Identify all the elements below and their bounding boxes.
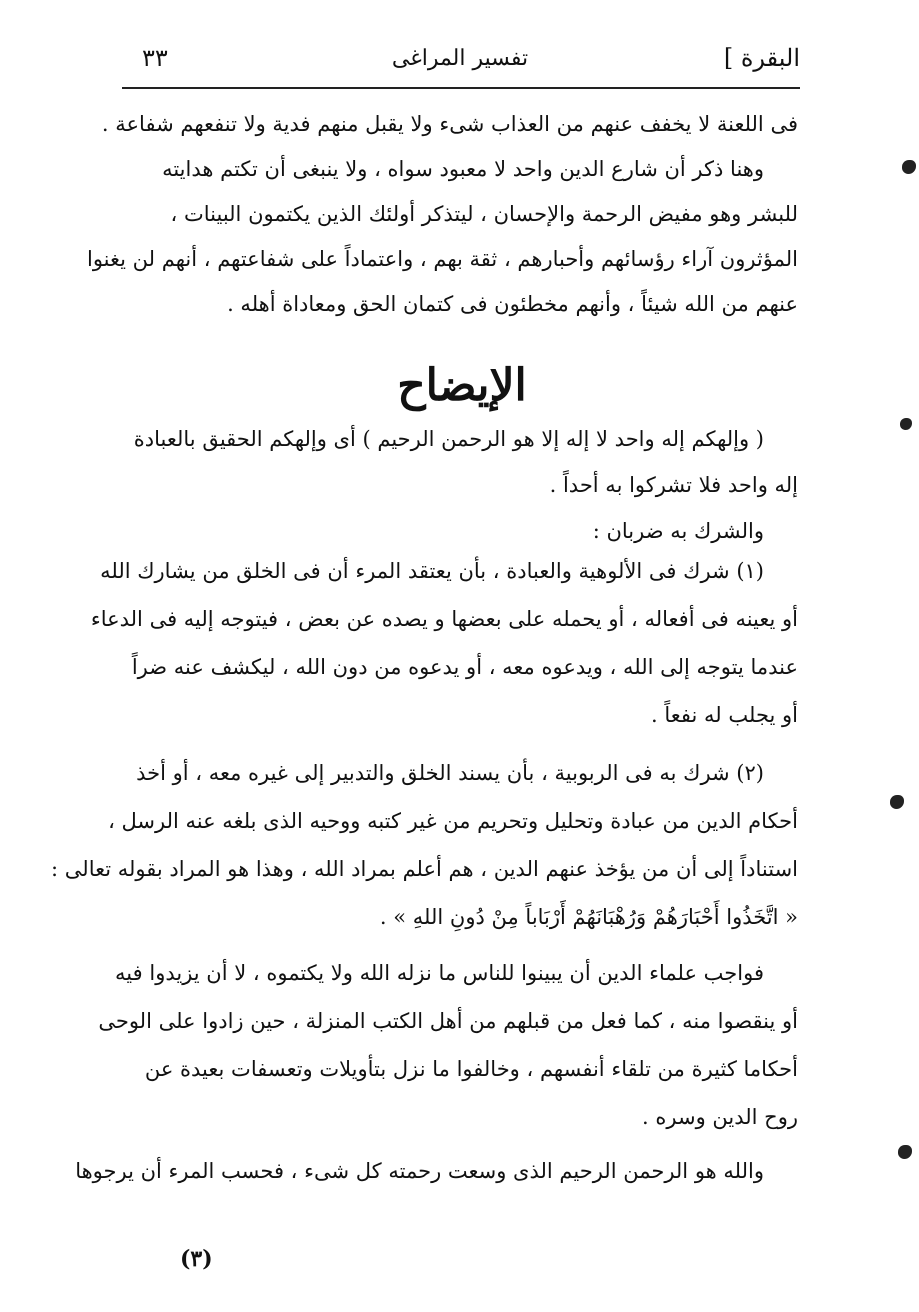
page-header: [120, 40, 800, 84]
text-line: عنهم من الله شيئاً ، وأنهم مخطئون فى كتمان الحق ومعاداة أهله .: [227, 292, 798, 316]
text-line: (١) شرك فى الألوهية والعبادة ، بأن يعتقد المرء أن فى الخلق من يشارك الله: [100, 559, 764, 583]
section-heading: الإيضاح: [397, 360, 527, 411]
surah-name: البقرة ]: [723, 44, 800, 72]
text-line: والشرك به ضربان :: [592, 519, 764, 543]
paragraph-explanation: [90, 427, 798, 761]
text-line: روح الدين وسره .: [642, 1105, 798, 1129]
text-line: أحكاما كثيرة من تلقاء أنفسهم ، وخالفوا ما نزل بتأويلات وتعسفات بعيدة عن: [144, 1057, 798, 1081]
paragraph-mercy: [75, 1159, 798, 1207]
quran-quote-line: « اتَّخَذُوا أَحْبَارَهُمْ وَرُهْبَانَهُمْ أَرْبَاباً مِنْ دُونِ اللهِ » .: [379, 905, 798, 929]
paragraph-intro: [87, 112, 798, 337]
text-line: (٢) شرك به فى الربوبية ، بأن يسند الخلق والتدبير إلى غيره معه ، أو أخذ: [136, 761, 764, 785]
paragraph-lordship: [51, 761, 798, 961]
header-rule: [122, 87, 800, 89]
scan-blot: [900, 418, 912, 430]
scan-blot: [898, 1145, 912, 1159]
scan-blot: [890, 795, 904, 809]
text-line: فى اللعنة لا يخفف عنهم من العذاب شىء ولا يقبل منهم فدية ولا تنفعهم شفاعة .: [101, 112, 798, 136]
text-line: المؤثرون آراء رؤسائهم وأحبارهم ، ثقة بهم ، واعتماداً على شفاعتهم ، أنهم لن يغنوا: [87, 247, 798, 271]
text-line: فواجب علماء الدين أن يبينوا للناس ما نزله الله ولا يكتموه ، لا أن يزيدوا فيه: [115, 961, 764, 985]
book-title: تفسير المراغى: [391, 46, 529, 71]
signature-mark: (٣): [180, 1246, 213, 1272]
text-line: أو ينقصوا منه ، كما فعل من قبلهم من أهل الكتب المنزلة ، حين زادوا على الوحى: [98, 1009, 798, 1033]
page-body: [51, 112, 798, 1207]
text-line: استناداً إلى أن من يؤخذ عنهم الدين ، هم أعلم بمراد الله ، وهذا هو المراد بقوله تعالى :: [51, 857, 798, 881]
text-line: أحكام الدين من عبادة وتحليل وتحريم من غير كتبه ووحيه الذى بلغه عنه الرسل ،: [108, 809, 798, 833]
text-line: والله هو الرحمن الرحيم الذى وسعت رحمته كل شىء ، فحسب المرء أن يرجوها: [75, 1159, 764, 1183]
text-line: عندما يتوجه إلى الله ، ويدعوه معه ، أو يدعوه من دون الله ، ليكشف عنه ضراً: [131, 655, 798, 679]
text-line: ( وإلهكم إله واحد لا إله إلا هو الرحمن الرحيم ) أى وإلهكم الحقيق بالعبادة: [133, 427, 764, 451]
text-line: أو يجلب له نفعاً .: [651, 703, 798, 727]
text-line: وهنا ذكر أن شارع الدين واحد لا معبود سواه ، ولا ينبغى أن تكتم هدايته: [162, 157, 764, 181]
scan-blot: [902, 160, 916, 174]
paragraph-scholars-duty: [98, 961, 798, 1159]
page-number: ٣٣: [142, 44, 168, 72]
text-line: إله واحد فلا تشركوا به أحداً .: [549, 473, 798, 497]
text-line: أو يعينه فى أفعاله ، أو يحمله على بعضها و يصده عن بعض ، فيتوجه إليه فى الدعاء: [90, 607, 798, 631]
text-line: للبشر وهو مفيض الرحمة والإحسان ، ليتذكر أولئك الذين يكتمون البينات ،: [170, 202, 798, 226]
